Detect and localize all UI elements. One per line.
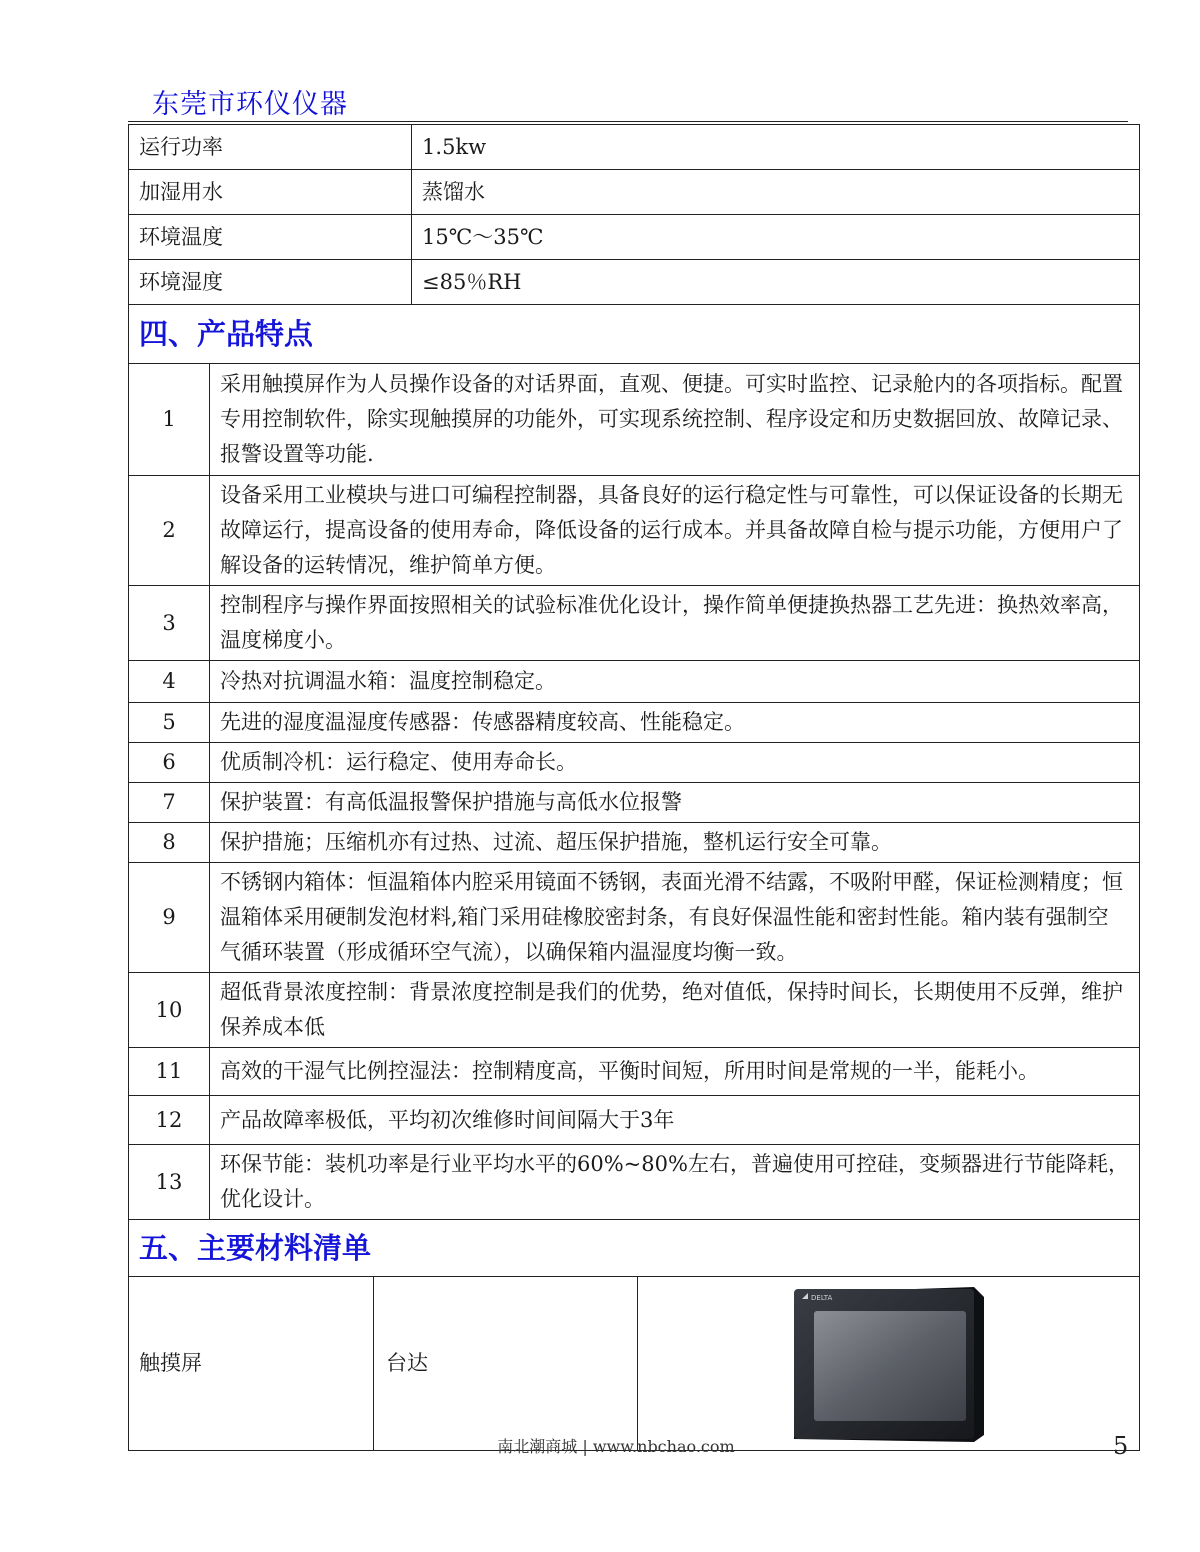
param-label: 环境温度 <box>129 215 412 260</box>
feature-number: 4 <box>129 661 210 703</box>
touchscreen-monitor-icon <box>792 1285 986 1443</box>
param-row <box>129 125 1140 170</box>
header-divider <box>128 121 1128 122</box>
feature-text: 保护措施；压缩机亦有过热、过流、超压保护措施，整机运行安全可靠。 <box>210 823 1140 863</box>
feature-text: 产品故障率极低，平均初次维修时间间隔大于3年 <box>210 1096 1140 1145</box>
material-image-cell <box>638 1277 1140 1451</box>
param-value: ≤85％RH <box>412 260 1140 305</box>
feature-number: 9 <box>129 863 210 973</box>
feature-text: 保护装置：有高低温报警保护措施与高低水位报警 <box>210 783 1140 823</box>
param-value: 蒸馏水 <box>412 170 1140 215</box>
feature-number: 2 <box>129 476 210 586</box>
feature-row <box>129 1048 1140 1096</box>
footer-site: 南北潮商城 | www.nbchao.com <box>497 1437 735 1456</box>
feature-text: 冷热对抗调温水箱：温度控制稳定。 <box>210 661 1140 703</box>
param-value: 15℃～35℃ <box>412 215 1140 260</box>
param-label: 环境湿度 <box>129 260 412 305</box>
feature-row <box>129 823 1140 863</box>
material-row <box>129 1277 1140 1451</box>
feature-number: 10 <box>129 973 210 1048</box>
section-title-materials: 五、主要材料清单 <box>129 1220 1140 1277</box>
feature-number: 7 <box>129 783 210 823</box>
feature-number: 6 <box>129 743 210 783</box>
feature-text: 超低背景浓度控制：背景浓度控制是我们的优势，绝对值低，保持时间长，长期使用不反弹，维护保养成本低 <box>210 973 1140 1048</box>
touchscreen-image <box>792 1285 986 1443</box>
spec-table <box>128 124 1140 1451</box>
feature-text: 先进的湿度温湿度传感器：传感器精度较高、性能稳定。 <box>210 703 1140 743</box>
feature-row <box>129 476 1140 586</box>
feature-row <box>129 364 1140 476</box>
param-row <box>129 215 1140 260</box>
feature-text: 不锈钢内箱体：恒温箱体内腔采用镜面不锈钢，表面光滑不结露，不吸附甲醛，保证检测精度；恒温箱体采用硬制发泡材料,箱门采用硅橡胶密封条，有良好保温性能和密封性能。箱内装有强制空气循环装置（形成循环空气流），以确保箱内温湿度均衡一致。 <box>210 863 1140 973</box>
feature-number: 8 <box>129 823 210 863</box>
param-row <box>129 260 1140 305</box>
feature-number: 1 <box>129 364 210 476</box>
brand-logo: DELTA <box>810 1293 832 1302</box>
feature-number: 11 <box>129 1048 210 1096</box>
feature-row <box>129 1145 1140 1220</box>
feature-row <box>129 1096 1140 1145</box>
feature-text: 控制程序与操作界面按照相关的试验标准优化设计，操作简单便捷换热器工艺先进：换热效率高，温度梯度小。 <box>210 586 1140 661</box>
section-row <box>129 305 1140 364</box>
company-name: 东莞市环仪仪器 <box>152 89 348 120</box>
feature-text: 设备采用工业模块与进口可编程控制器，具备良好的运行稳定性与可靠性，可以保证设备的长期无故障运行，提高设备的使用寿命，降低设备的运行成本。并具备故障自检与提示功能，方便用户了解设备的运转情况，维护简单方便。 <box>210 476 1140 586</box>
material-name: 触摸屏 <box>129 1277 374 1451</box>
feature-row <box>129 743 1140 783</box>
param-label: 加湿用水 <box>129 170 412 215</box>
feature-number: 12 <box>129 1096 210 1145</box>
feature-row <box>129 783 1140 823</box>
feature-number: 5 <box>129 703 210 743</box>
section-row <box>129 1220 1140 1277</box>
feature-row <box>129 703 1140 743</box>
feature-text: 环保节能：装机功率是行业平均水平的60%~80%左右，普遍使用可控硅，变频器进行节能降耗，优化设计。 <box>210 1145 1140 1220</box>
feature-row <box>129 661 1140 703</box>
feature-row <box>129 586 1140 661</box>
feature-text: 采用触摸屏作为人员操作设备的对话界面，直观、便捷。可实时监控、记录舱内的各项指标。配置专用控制软件，除实现触摸屏的功能外，可实现系统控制、程序设定和历史数据回放、故障记录、报警设置等功能. <box>210 364 1140 476</box>
section-title-features: 四、产品特点 <box>129 305 1140 364</box>
feature-number: 3 <box>129 586 210 661</box>
param-row <box>129 170 1140 215</box>
feature-number: 13 <box>129 1145 210 1220</box>
param-value: 1.5kw <box>412 125 1140 170</box>
material-brand: 台达 <box>374 1277 638 1451</box>
feature-text: 优质制冷机：运行稳定、使用寿命长。 <box>210 743 1140 783</box>
feature-text: 高效的干湿气比例控湿法：控制精度高，平衡时间短，所用时间是常规的一半，能耗小。 <box>210 1048 1140 1096</box>
param-label: 运行功率 <box>129 125 412 170</box>
page-number: 5 <box>1113 1432 1129 1460</box>
feature-row <box>129 973 1140 1048</box>
feature-row <box>129 863 1140 973</box>
